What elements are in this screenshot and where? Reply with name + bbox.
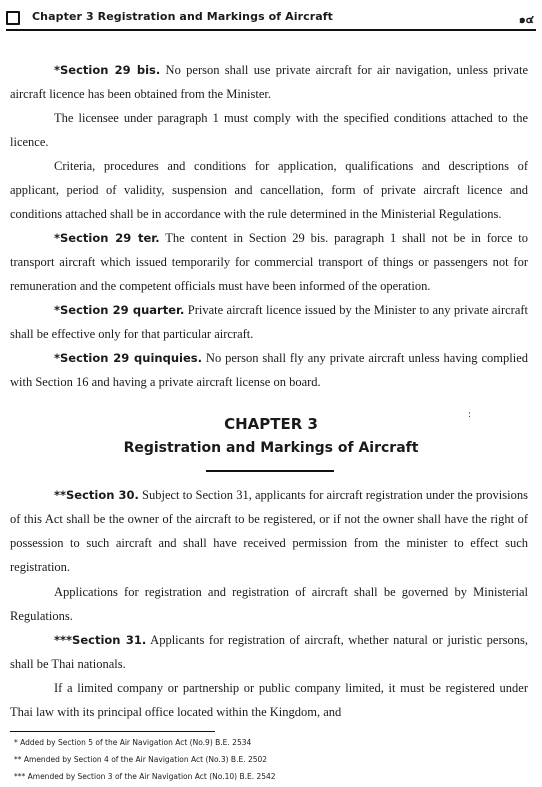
paragraph-text: No person shall use private aircraft for air navigation, unless private aircraft licence has been obtained from the Minister. bbox=[10, 63, 528, 101]
section-label: *Section 29 ter. bbox=[54, 231, 160, 245]
chapter-title: Registration and Markings of Aircraft bbox=[123, 440, 419, 456]
stray-mark: : bbox=[468, 410, 472, 420]
footnote-rule bbox=[10, 731, 215, 732]
chapter-underline bbox=[206, 470, 334, 472]
paragraph-text: Applicants for registration of aircraft, whether natural or juristic persons, shall be Thai nationals. bbox=[10, 633, 528, 671]
paragraph-section-29-bis bbox=[10, 58, 528, 106]
paragraph-criteria bbox=[10, 154, 528, 226]
section-label: **Section 30. bbox=[54, 488, 139, 502]
paragraph-licensee bbox=[10, 106, 528, 154]
page-number: ๑๔ bbox=[518, 13, 534, 26]
paragraph-text: No person shall fly any private aircraft unless having complied with Section 16 and having a private aircraft license on board. bbox=[10, 351, 528, 389]
paragraph-text: Subject to Section 31, applicants for aircraft registration under the provisions of this Act shall be the owner of the aircraft to be registered, or if not the owner shall have the right of possession to such aircraft and shall have received permission from the minister to effect such registration. bbox=[10, 488, 528, 574]
footnote-3: *** Amended by Section 3 of the Air Navigation Act (No.10) B.E. 2542 bbox=[14, 772, 276, 781]
paragraph-section-30 bbox=[10, 483, 528, 579]
running-title: Chapter 3 Registration and Markings of Aircraft bbox=[32, 10, 334, 23]
section-label: *Section 29 bis. bbox=[54, 63, 161, 77]
paragraph-section-29-quinquies bbox=[10, 346, 528, 394]
paragraph-text: Applications for registration and registration of aircraft shall be governed by Ministerial Regulations. bbox=[10, 585, 528, 623]
paragraph-section-31 bbox=[10, 628, 528, 676]
section-label: ***Section 31. bbox=[54, 633, 147, 647]
section-label: *Section 29 quinquies. bbox=[54, 351, 202, 365]
paragraph-text: If a limited company or partnership or public company limited, it must be registered under Thai law with its principal office located within the Kingdom, and bbox=[10, 681, 528, 719]
paragraph-section-29-quarter bbox=[10, 298, 528, 346]
chapter-number: CHAPTER 3 bbox=[224, 415, 318, 433]
header-rule bbox=[6, 29, 536, 31]
page-header bbox=[6, 9, 536, 29]
paragraph-limited-company bbox=[10, 676, 528, 724]
paragraph-text: Criteria, procedures and conditions for application, qualifications and descriptions of applicant, period of validity, suspension and cancellation, form of private aircraft licence and conditions attached shall be in accordance with the rule determined in the Ministerial Regulations. bbox=[10, 159, 528, 221]
paragraph-text: Private aircraft licence issued by the Minister to any private aircraft shall be effective only for that particular aircraft. bbox=[10, 303, 528, 341]
checkbox-square-icon bbox=[6, 11, 20, 25]
paragraph-text: The content in Section 29 bis. paragraph 1 shall not be in force to transport aircraft which issued temporarily for commercial transport of things or passengers not for remuneration and the competent officials must have been informed of the operation. bbox=[10, 231, 528, 293]
footnote-1: * Added by Section 5 of the Air Navigation Act (No.9) B.E. 2534 bbox=[14, 738, 252, 747]
footnote-2: ** Amended by Section 4 of the Air Navigation Act (No.3) B.E. 2502 bbox=[14, 755, 268, 764]
paragraph-text: The licensee under paragraph 1 must comply with the specified conditions attached to the licence. bbox=[10, 111, 528, 149]
paragraph-applications bbox=[10, 580, 528, 628]
section-label: *Section 29 quarter. bbox=[54, 303, 185, 317]
paragraph-section-29-ter bbox=[10, 226, 528, 298]
